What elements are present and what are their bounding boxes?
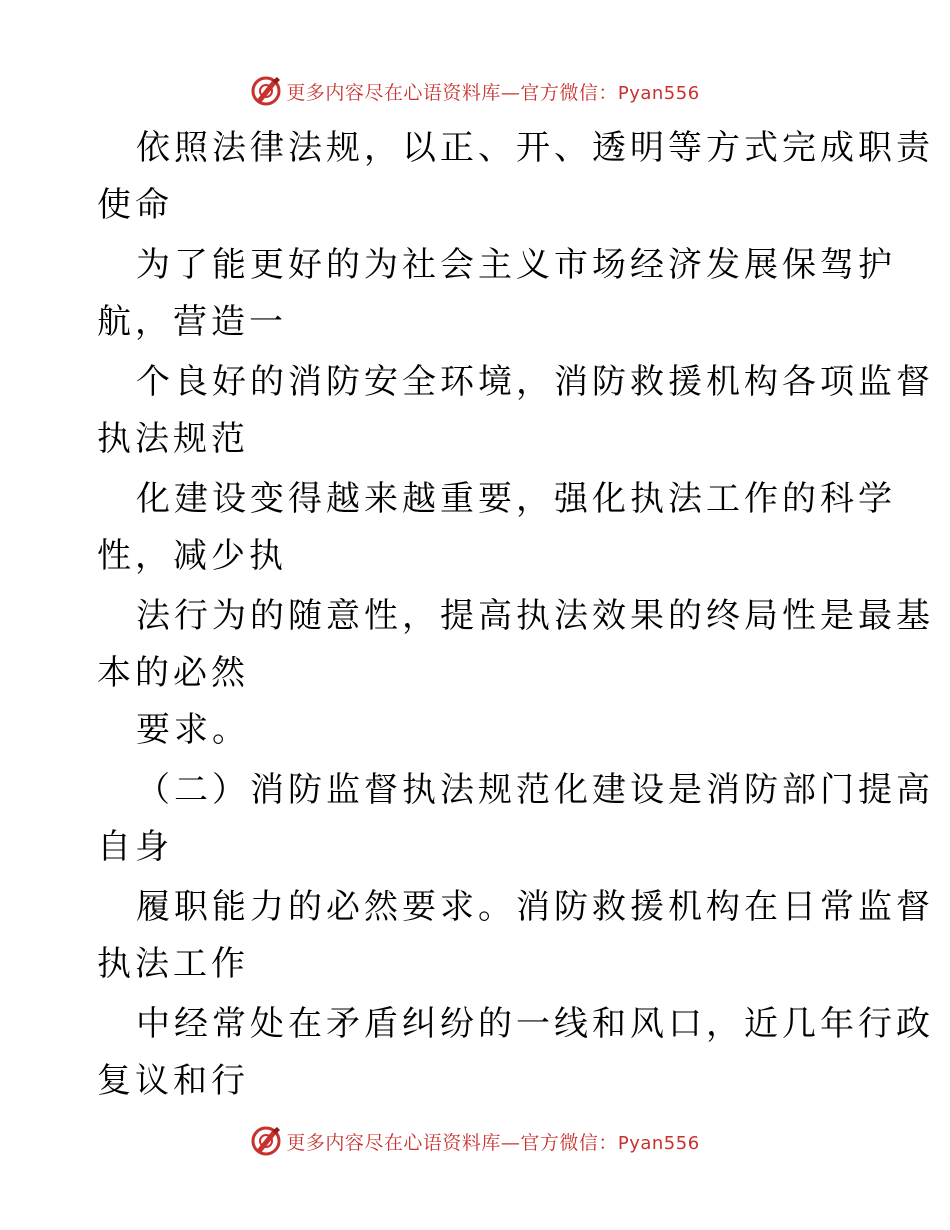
body-line: 复议和行 <box>97 1061 249 1101</box>
body-line: 执法工作 <box>97 944 249 984</box>
body-line: 依照法律法规，以正、开、透明等方式完成职责 <box>136 128 934 168</box>
body-line: 履职能力的必然要求。消防救援机构在日常监督 <box>136 887 934 927</box>
body-line: 执法规范 <box>97 419 249 459</box>
body-line: 使命 <box>97 185 173 225</box>
body-line: （二）消防监督执法规范化建设是消防部门提高 <box>136 770 934 810</box>
header-dash: — <box>500 81 521 104</box>
body-line: 航，营造一 <box>97 302 287 342</box>
header-wechat-handle: Pyan556 <box>617 82 700 104</box>
body-line: 化建设变得越来越重要，强化执法工作的科学 <box>136 479 896 519</box>
footer-text <box>286 1128 699 1155</box>
body-line: 为了能更好的为社会主义市场经济发展保驾护 <box>136 245 896 285</box>
body-line: 个良好的消防安全环境，消防救援机构各项监督 <box>136 362 934 402</box>
body-line: 要求。 <box>136 710 250 750</box>
body-line: 性，减少执 <box>97 536 287 576</box>
footer-wechat-handle: Pyan556 <box>617 1132 700 1154</box>
pen-logo-icon <box>250 1125 282 1157</box>
footer-dash: — <box>500 1131 521 1154</box>
footer-banner <box>0 1121 950 1161</box>
body-line: 中经常处在矛盾纠纷的一线和风口，近几年行政 <box>136 1004 934 1044</box>
header-site-text: 更多内容尽在心语资料库 <box>286 81 501 104</box>
footer-site-text: 更多内容尽在心语资料库 <box>286 1131 501 1154</box>
footer-wechat-label: 官方微信： <box>520 1131 618 1154</box>
body-line: 本的必然 <box>97 653 249 693</box>
body-line: 自身 <box>97 827 173 867</box>
body-line: 法行为的随意性，提高执法效果的终局性是最基 <box>136 596 934 636</box>
header-wechat-label: 官方微信： <box>520 81 618 104</box>
